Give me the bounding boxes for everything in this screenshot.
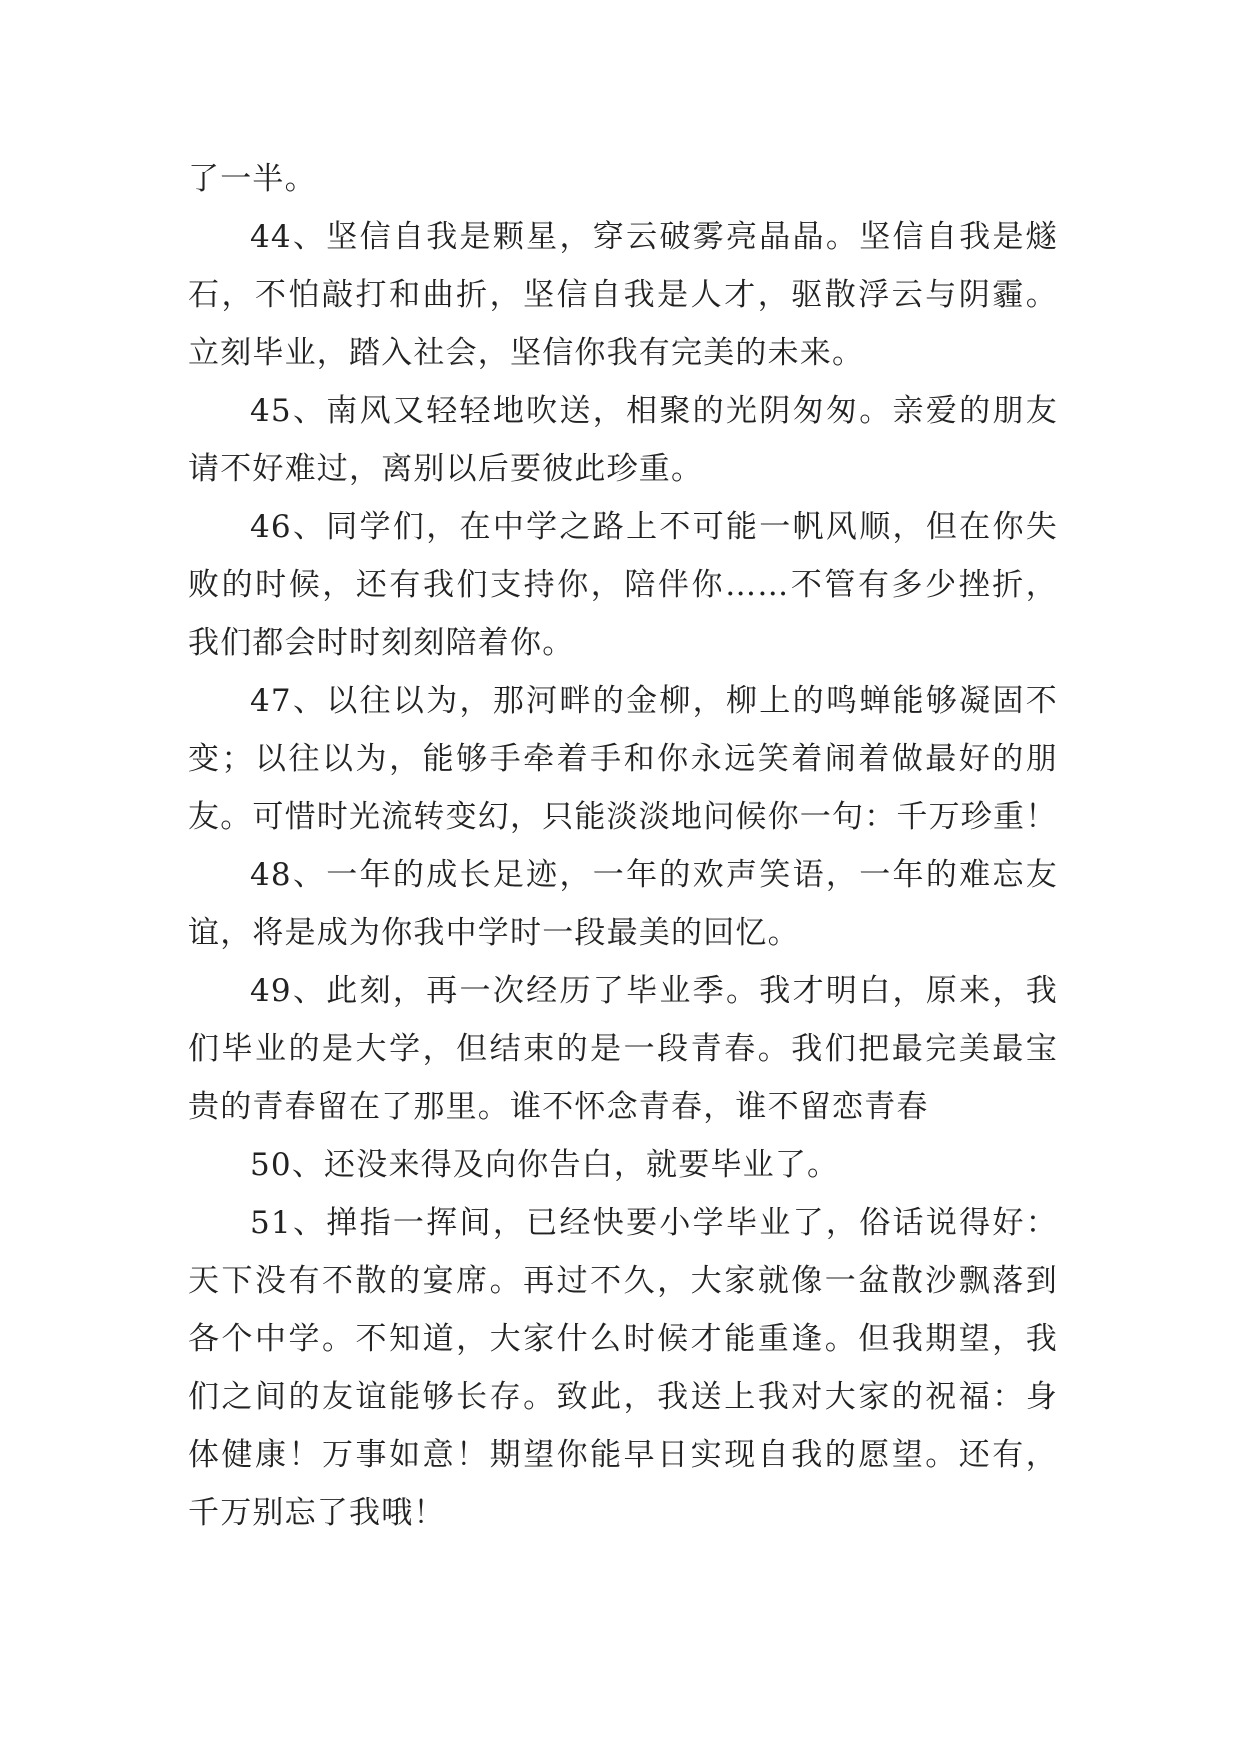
paragraph-47-line-2: 变；以往以为，能够手牵着手和你永远笑着闹着做最好的朋 [188, 741, 1058, 777]
paragraph-51-line-3: 各个中学。不知道，大家什么时候才能重逢。但我期望，我 [188, 1321, 1058, 1357]
paragraph-44-line-2: 石，不怕敲打和曲折，坚信自我是人才，驱散浮云与阴霾。 [188, 277, 1058, 313]
paragraph-48-line-2: 谊，将是成为你我中学时一段最美的回忆。 [188, 915, 800, 951]
paragraph-49-line-1: 49、此刻，再一次经历了毕业季。我才明白，原来，我 [250, 973, 1058, 1009]
paragraph-49-line-3: 贵的青春留在了那里。谁不怀念青春，谁不留恋青春 [188, 1089, 929, 1125]
paragraph-51-line-2: 天下没有不散的宴席。再过不久，大家就像一盆散沙飘落到 [188, 1263, 1058, 1299]
paragraph-49-line-2: 们毕业的是大学，但结束的是一段青春。我们把最完美最宝 [188, 1031, 1058, 1067]
paragraph-45-line-1: 45、南风又轻轻地吹送，相聚的光阴匆匆。亲爱的朋友 [250, 393, 1058, 429]
paragraph-46-line-1: 46、同学们，在中学之路上不可能一帆风顺，但在你失 [250, 509, 1058, 545]
paragraph-48-line-1: 48、一年的成长足迹，一年的欢声笑语，一年的难忘友 [250, 857, 1058, 893]
paragraph-51-line-1: 51、掸指一挥间，已经快要小学毕业了，俗话说得好： [250, 1205, 1058, 1241]
paragraph-45-line-2: 请不好难过，离别以后要彼此珍重。 [188, 451, 704, 487]
paragraph-47-line-1: 47、以往以为，那河畔的金柳，柳上的鸣蝉能够凝固不 [250, 683, 1058, 719]
paragraph-51-line-6: 千万别忘了我哦！ [188, 1495, 446, 1531]
text-line: 了一半。 [188, 161, 317, 197]
paragraph-47-line-3: 友。可惜时光流转变幻，只能淡淡地问候你一句：千万珍重！ [188, 799, 1058, 835]
paragraph-50-line-1: 50、还没来得及向你告白，就要毕业了。 [250, 1147, 840, 1183]
paragraph-46-line-2: 败的时候，还有我们支持你，陪伴你……不管有多少挫折， [188, 567, 1058, 603]
paragraph-51-line-5: 体健康！万事如意！期望你能早日实现自我的愿望。还有， [188, 1437, 1058, 1473]
document-body [188, 150, 1058, 1542]
paragraph-51-line-4: 们之间的友谊能够长存。致此，我送上我对大家的祝福：身 [188, 1379, 1058, 1415]
paragraph-44-line-3: 立刻毕业，踏入社会，坚信你我有完美的未来。 [188, 335, 865, 371]
paragraph-46-line-3: 我们都会时时刻刻陪着你。 [188, 625, 575, 661]
paragraph-44-line-1: 44、坚信自我是颗星，穿云破雾亮晶晶。坚信自我是燧 [250, 219, 1058, 255]
